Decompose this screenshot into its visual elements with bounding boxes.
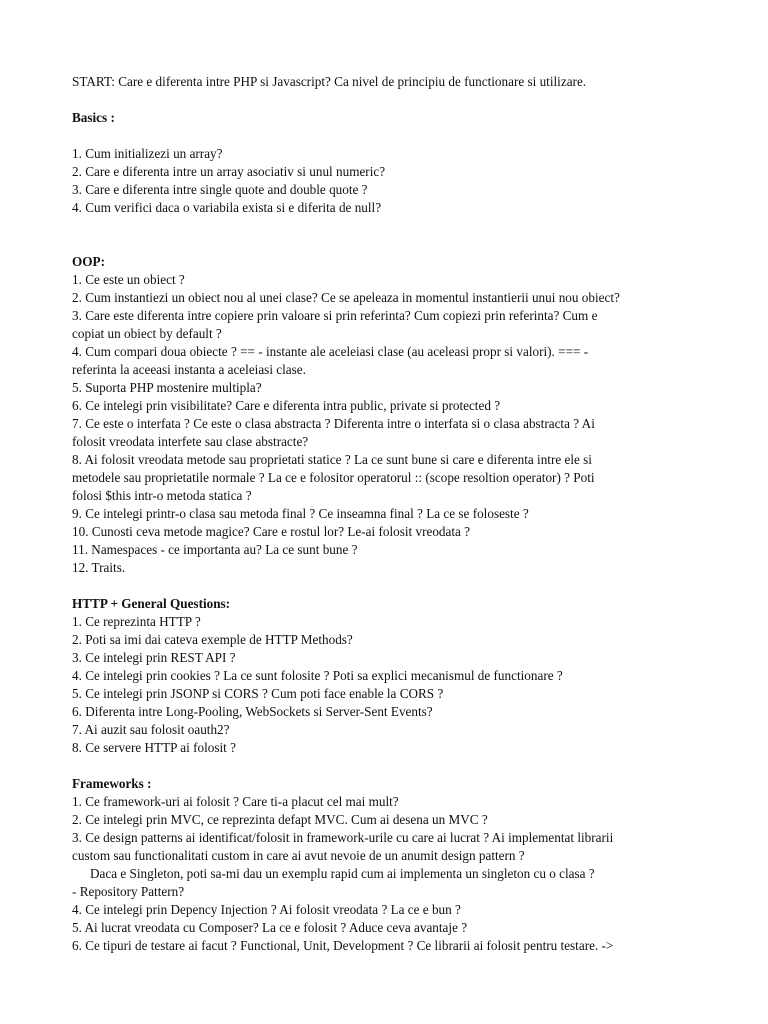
oop-line: 6. Ce intelegi prin visibilitate? Care e diferenta intra public, private si protected ? — [72, 398, 501, 413]
oop-line: 11. Namespaces - ce importanta au? La ce sunt bune ? — [72, 542, 358, 557]
basics-line: 2. Care e diferenta intre un array asociativ si unul numeric? — [72, 164, 386, 179]
oop-line: 1. Ce este un obiect ? — [72, 272, 185, 287]
spacer — [72, 127, 712, 145]
document-page — [72, 73, 712, 955]
section-heading-http: HTTP + General Questions: — [72, 596, 231, 611]
http-line: 5. Ce intelegi prin JSONP si CORS ? Cum poti face enable la CORS ? — [72, 686, 444, 701]
oop-line: 2. Cum instantiezi un obiect nou al unei clase? Ce se apeleaza in momentul instantierii unui nou obiect? — [72, 290, 620, 305]
basics-line: 4. Cum verifici daca o variabila exista si e diferita de null? — [72, 200, 382, 215]
oop-line: folosit vreodata interfete sau clase abstracte? — [72, 434, 309, 449]
spacer — [72, 757, 712, 775]
frameworks-line: 5. Ai lucrat vreodata cu Composer? La ce e folosit ? Aduce ceva avantaje ? — [72, 920, 468, 935]
section-heading-oop: OOP: — [72, 254, 105, 269]
oop-line: copiat un obiect by default ? — [72, 326, 222, 341]
http-line: 6. Diferenta intre Long-Pooling, WebSockets si Server-Sent Events? — [72, 704, 433, 719]
basics-line: 3. Care e diferenta intre single quote and double quote ? — [72, 182, 368, 197]
frameworks-line: - Repository Pattern? — [72, 884, 185, 899]
http-line: 7. Ai auzit sau folosit oauth2? — [72, 722, 230, 737]
oop-line: 12. Traits. — [72, 560, 126, 575]
oop-line: 4. Cum compari doua obiecte ? == - instante ale aceleiasi clase (au aceleasi propr si valori). === - — [72, 344, 589, 359]
http-line: 4. Ce intelegi prin cookies ? La ce sunt folosite ? Poti sa explici mecanismul de functionare ? — [72, 668, 563, 683]
http-line: 8. Ce servere HTTP ai folosit ? — [72, 740, 236, 755]
basics-line: 1. Cum initializezi un array? — [72, 146, 223, 161]
frameworks-line: 6. Ce tipuri de testare ai facut ? Functional, Unit, Development ? Ce librarii ai folosit pentru testare. -> — [72, 938, 614, 953]
oop-line: folosi $this intr-o metoda statica ? — [72, 488, 252, 503]
section-heading-basics: Basics : — [72, 110, 115, 125]
frameworks-line: custom sau functionalitati custom in care ai avut nevoie de un anumit design pattern ? — [72, 848, 525, 863]
http-line: 2. Poti sa imi dai cateva exemple de HTTP Methods? — [72, 632, 353, 647]
oop-line: 10. Cunosti ceva metode magice? Care e rostul lor? Le-ai folosit vreodata ? — [72, 524, 471, 539]
frameworks-line: 1. Ce framework-uri ai folosit ? Care ti-a placut cel mai mult? — [72, 794, 399, 809]
frameworks-line: 4. Ce intelegi prin Depency Injection ? Ai folosit vreodata ? La ce e bun ? — [72, 902, 461, 917]
oop-line: referinta la aceeasi instanta a aceleiasi clase. — [72, 362, 306, 377]
oop-line: 7. Ce este o interfata ? Ce este o clasa abstracta ? Diferenta intre o interfata si o clasa abstracta ? Ai — [72, 416, 595, 431]
oop-line: 8. Ai folosit vreodata metode sau proprietati statice ? La ce sunt bune si care e diferenta intre ele si — [72, 452, 592, 467]
http-line: 3. Ce intelegi prin REST API ? — [72, 650, 236, 665]
oop-line: 3. Care este diferenta intre copiere prin valoare si prin referinta? Cum copiezi prin referinta? Cum e — [72, 308, 598, 323]
frameworks-line: 2. Ce intelegi prin MVC, ce reprezinta defapt MVC. Cum ai desena un MVC ? — [72, 812, 488, 827]
oop-line: 9. Ce intelegi printr-o clasa sau metoda final ? Ce inseamna final ? La ce se foloseste ? — [72, 506, 529, 521]
oop-line: metodele sau proprietatile normale ? La ce e folositor operatorul :: (scope resoltion operator) ? Poti — [72, 470, 595, 485]
spacer — [72, 577, 712, 595]
spacer — [72, 91, 712, 109]
intro-line: START: Care e diferenta intre PHP si Javascript? Ca nivel de principiu de functionare si utilizare. — [72, 74, 587, 89]
http-line: 1. Ce reprezinta HTTP ? — [72, 614, 201, 629]
oop-line: 5. Suporta PHP mostenire multipla? — [72, 380, 262, 395]
section-heading-frameworks: Frameworks : — [72, 776, 152, 791]
spacer — [72, 217, 712, 253]
frameworks-indented-line: Daca e Singleton, poti sa-mi dau un exemplu rapid cum ai implementa un singleton cu o clasa ? — [90, 866, 595, 881]
frameworks-line: 3. Ce design patterns ai identificat/folosit in framework-urile cu care ai lucrat ? Ai implementat librarii — [72, 830, 614, 845]
